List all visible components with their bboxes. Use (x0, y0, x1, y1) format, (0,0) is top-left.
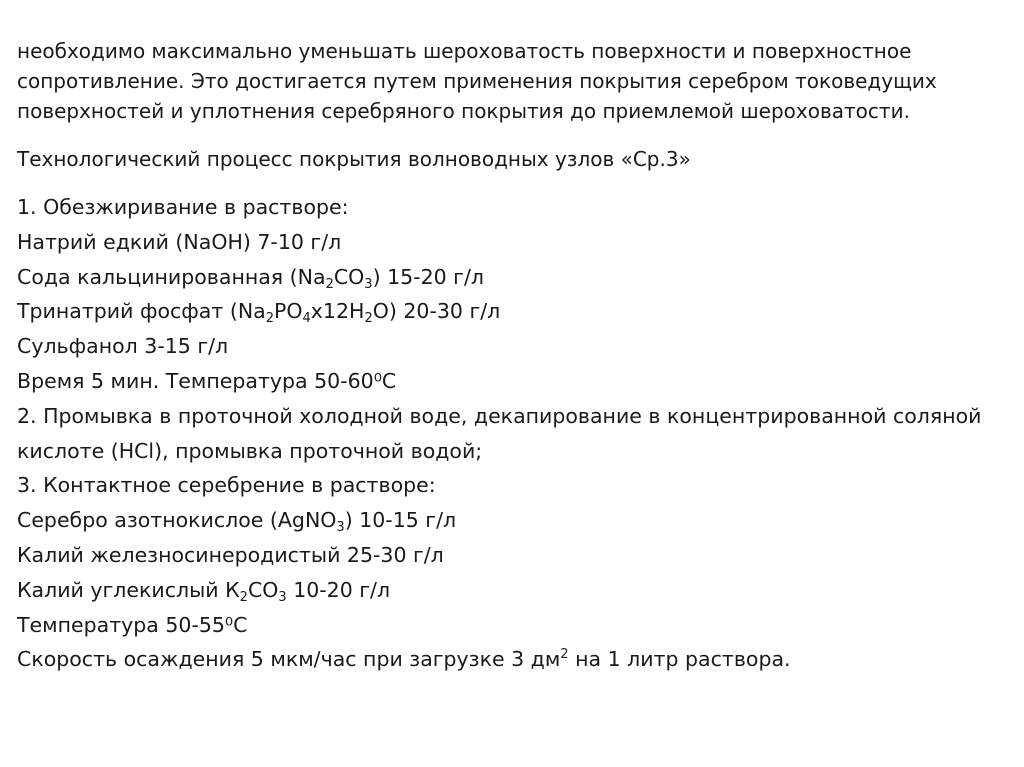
text-part: PO (274, 299, 303, 324)
intro-line: поверхностей и уплотнения серебряного покрытия до приемлемой шероховатости. (17, 99, 910, 123)
text-part: Тринатрий фосфат (Na (17, 299, 266, 324)
step-2-line: 2. Промывка в проточной холодной воде, декапирование в концентрированной соляной (17, 403, 982, 428)
text-part: СО (247, 577, 279, 602)
text-part: 10-20 г/л (286, 577, 391, 602)
step-3-title: 3. Контактное серебрение в растворе: (17, 473, 436, 498)
subscript: 2 (364, 311, 373, 327)
ingredient-potassium-carbonate (17, 573, 1017, 608)
ingredient-silver-nitrate (17, 503, 1017, 538)
step-3-temperature: Температура 50-55⁰С (17, 612, 248, 637)
text-part: Скорость осаждения 5 мкм/час при загрузке 3 дм (17, 647, 561, 672)
step-2-line: кислоте (HCl), промывка проточной водой; (17, 438, 483, 463)
intro-paragraph (17, 36, 1017, 126)
text-part: ) 15-20 г/л (372, 264, 484, 289)
subscript: 3 (278, 589, 287, 605)
intro-line: сопротивление. Это достигается путем применения покрытия серебром токоведущих (17, 69, 937, 93)
ingredient-phosphate (17, 294, 1017, 329)
superscript: 2 (560, 647, 569, 663)
ingredient-potassium-ferrocyanide: Калий железносинеродистый 25-30 г/л (17, 542, 444, 567)
subscript: 2 (265, 311, 275, 327)
subscript: 2 (239, 589, 248, 605)
subscript: 3 (336, 520, 345, 536)
intro-line: необходимо максимально уменьшать шероховатость поверхности и поверхностное (17, 39, 912, 63)
text-part: x12H (310, 299, 365, 324)
ingredient-sulfanol: Сульфанол 3-15 г/л (17, 334, 229, 359)
ingredient-naoh: Натрий едкий (NaOH) 7-10 г/л (17, 229, 342, 254)
subscript: 2 (325, 276, 334, 292)
text-part: Серебро азотнокислое (AgNO (17, 508, 337, 533)
step-1-time-temperature: Время 5 мин. Температура 50-60⁰С (17, 368, 397, 393)
text-part: ) 10-15 г/л (344, 508, 457, 533)
text-part: Сода кальцинированная (Na (17, 264, 326, 289)
text-part: CO (333, 264, 365, 289)
text-part: на 1 литр раствора. (568, 647, 791, 672)
deposition-speed (17, 642, 1017, 677)
process-heading: Технологический процесс покрытия волноводных узлов «Ср.3» (17, 147, 691, 171)
text-part: O) 20-30 г/л (372, 299, 501, 324)
text-part: Калий углекислый К (17, 577, 240, 602)
step-1-title: 1. Обезжиривание в растворе: (17, 195, 349, 219)
ingredient-soda (17, 260, 1017, 295)
subscript: 4 (302, 311, 311, 327)
subscript: 3 (364, 276, 373, 292)
process-steps (17, 190, 1017, 677)
